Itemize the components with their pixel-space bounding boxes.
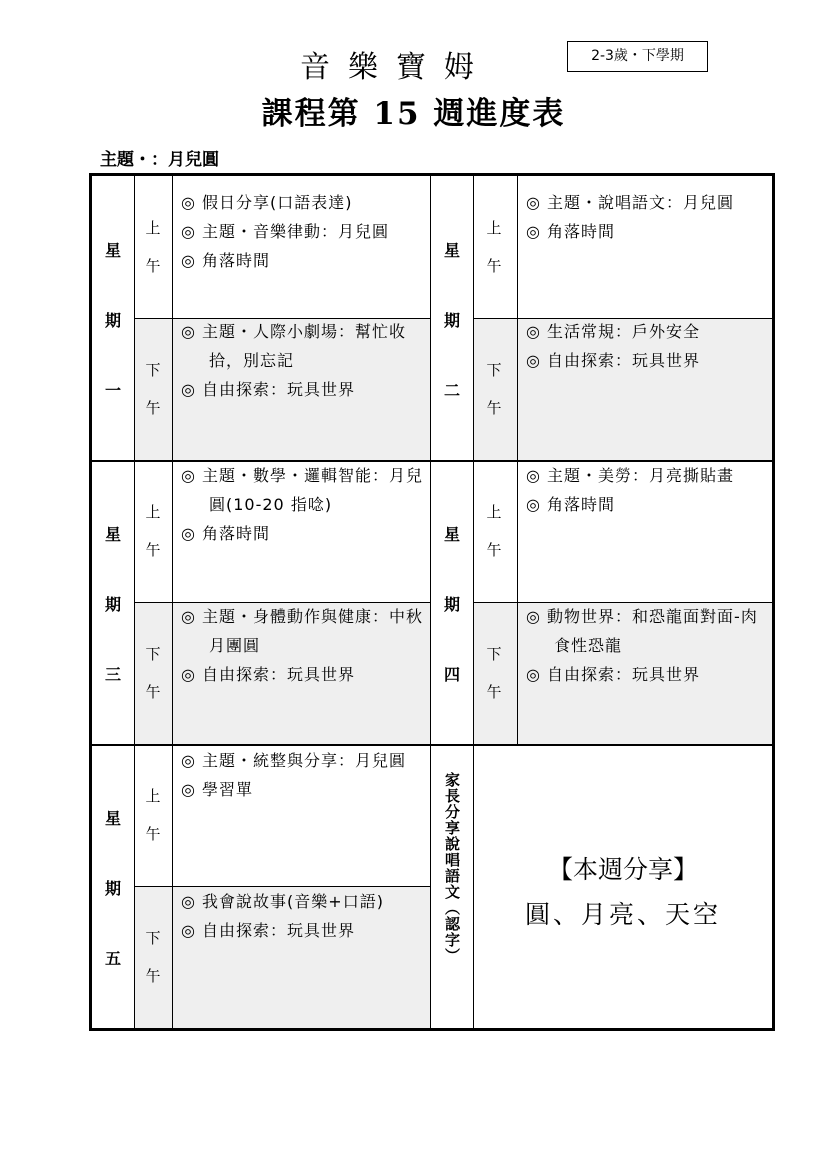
fri-pm-activities	[181, 887, 426, 945]
list-item: ◎ 主題・音樂律動：月兒圓	[181, 217, 426, 246]
am-label-wed: 上 午	[145, 503, 161, 559]
theme-line: 主題・：月兒圓	[100, 150, 219, 170]
thu-am-activities	[526, 461, 772, 519]
day-label-fri: 星 期 五	[104, 809, 121, 968]
list-item: ◎ 主題・說唱語文：月兒圓	[526, 188, 772, 217]
thu-pm-activities	[526, 602, 772, 689]
pm-label-fri: 下 午	[145, 929, 161, 985]
list-item: ◎ 自由探索：玩具世界	[181, 660, 426, 689]
list-item: ◎ 主題・美勞：月亮撕貼畫	[526, 461, 772, 490]
list-item: ◎ 主題・身體動作與健康：中秋月團圓	[181, 602, 426, 660]
list-item: ◎ 學習單	[181, 775, 426, 804]
fri-am-activities	[181, 746, 426, 804]
mon-am-activities	[181, 188, 426, 275]
school-name: 音樂寶姆	[300, 50, 492, 85]
list-item: ◎ 主題・數學・邏輯智能：月兒圓(10-20 指唸)	[181, 461, 426, 519]
list-item: ◎ 自由探索：玩具世界	[526, 346, 772, 375]
list-item: ◎ 自由探索：玩具世界	[181, 375, 426, 404]
list-item: ◎ 主題・統整與分享：月兒圓	[181, 746, 426, 775]
parent-share-label: 家長分享說唱語文（認字）	[443, 772, 461, 964]
mon-pm-activities	[181, 317, 426, 404]
list-item: ◎ 角落時間	[526, 490, 772, 519]
am-label-tue: 上 午	[486, 219, 502, 275]
am-label-thu: 上 午	[486, 503, 502, 559]
pm-label-thu: 下 午	[486, 645, 502, 701]
day-label-thu: 星 期 四	[443, 525, 460, 684]
wed-pm-activities	[181, 602, 426, 689]
pm-label-wed: 下 午	[145, 645, 161, 701]
am-label-mon: 上 午	[145, 219, 161, 275]
day-label-wed: 星 期 三	[104, 525, 121, 684]
list-item: ◎ 角落時間	[526, 217, 772, 246]
wed-am-activities	[181, 461, 426, 548]
list-item: ◎ 生活常規：戶外安全	[526, 317, 772, 346]
list-item: ◎ 角落時間	[181, 519, 426, 548]
list-item: ◎ 自由探索：玩具世界	[526, 660, 772, 689]
list-item: ◎ 自由探索：玩具世界	[181, 916, 426, 945]
day-label-tue: 星 期 二	[443, 241, 460, 400]
list-item: ◎ 主題・人際小劇場：幫忙收拾，別忘記	[181, 317, 426, 375]
weekly-share-content: 圓、月亮、天空	[524, 900, 721, 929]
class-tag: 2-3歲・下學期	[567, 41, 708, 72]
weekly-share-title: 【本週分享】	[547, 855, 698, 884]
pm-label-mon: 下 午	[145, 361, 161, 417]
day-label-mon: 星 期 一	[104, 241, 121, 400]
list-item: ◎ 動物世界：和恐龍面對面-肉食性恐龍	[526, 602, 772, 660]
list-item: ◎ 假日分享(口語表達)	[181, 188, 426, 217]
list-item: ◎ 角落時間	[181, 246, 426, 275]
page-title: 課程第 15 週進度表	[261, 96, 566, 132]
tue-pm-activities	[526, 317, 772, 375]
pm-label-tue: 下 午	[486, 361, 502, 417]
list-item: ◎ 我會說故事(音樂+口語)	[181, 887, 426, 916]
tue-am-activities	[526, 188, 772, 246]
am-label-fri: 上 午	[145, 787, 161, 843]
